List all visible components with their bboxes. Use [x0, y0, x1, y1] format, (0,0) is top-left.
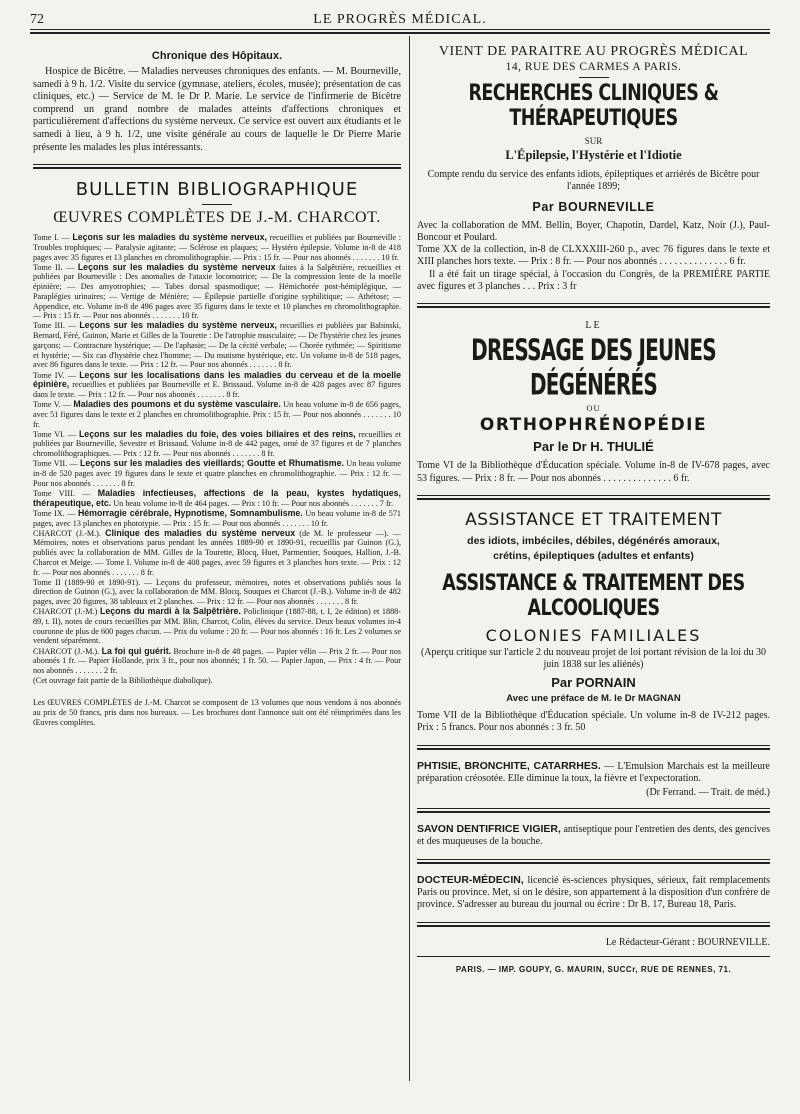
ad2-subtitle: ORTHOPHRÉNOPÉDIE [479, 415, 708, 436]
tome-text: Leçons du professeur, mémoires, notes et observations publiés sous la direction de Guinon (G.), avec la collaboration de MM. Blocq, Souques et Charcot (J.-B.). Volume in-8 de 482 pages, avec 20 figures, 38 tableaux et 2 planches. — Prix : 12 fr. — Pour nos abonnés [33, 577, 401, 607]
page-header [30, 8, 770, 30]
leader-dots: . . . . . . . [361, 409, 393, 419]
tome-title: Leçons du mardi à la Salpêtrière. [100, 606, 241, 617]
column-divider [409, 36, 410, 1081]
ad1-description: Compte rendu du service des enfants idiots, épileptiques et arriérés de Bicêtre pour l'année 1899; [427, 169, 760, 193]
tome-price: 8 fr. [261, 449, 275, 459]
ad2-description: Tome VI de la Bibliothèque d'Éducation spéciale. Volume in-8 de IV-678 pages, avec 53 figures. — Prix : 8 fr. — Pour nos abonnés . . . . . . . . . . . . . . 6 fr. [417, 460, 770, 484]
tome-price: 10 fr. [310, 518, 329, 528]
tome-list [33, 233, 401, 686]
leader-dots: . . . . . . . [247, 360, 279, 370]
leader-dots: . . . . . . . [230, 449, 262, 459]
tome-text: (Cet ouvrage fait partie de la Bibliothèque diabolique). [33, 676, 213, 686]
ad2-le: LE [585, 320, 602, 332]
tome-text: Brochure in-8 de 48 pages. — Papier vélin — Prix 2 fr. — Pour nos abonnés 1 fr. — Papier Hollande, prix 3 fr., pour nos abonnés; 1 fr. 50. — Papier Japon, — Prix : 4 fr. — Pour nos abonnés [33, 646, 401, 676]
tome-price: 10 fr. [33, 409, 401, 429]
tome-title: Leçons sur les maladies des vieillards; Goutte et Rhumatisme. [80, 458, 344, 469]
section-rule [417, 745, 770, 750]
leader-dots: . . . . . . . [150, 311, 182, 321]
section-rule [417, 495, 770, 500]
page-number: 72 [30, 12, 44, 27]
leader-dots: . . . . . . . [349, 498, 380, 508]
short-rule [202, 204, 232, 205]
ad3-author: Par PORNAIN [551, 674, 636, 690]
tome-title: La foi qui guérit. [101, 645, 172, 656]
left-column [33, 44, 401, 727]
ad2-price: 6 fr. [673, 472, 690, 484]
oeuvres-footnote: Les ŒUVRES COMPLÈTES de J.-M. Charcot se composent de 13 volumes que nous vendons à nos abonnés au prix de 50 francs, pris dans nos bureaux. — Les brochures dont l'annonce suit ont été réimprimées dans les Œuvres complètes. [33, 698, 401, 727]
tome-text: recueillies et publiées par Bourneville : Troubles trophiques; — Paralysie agitante; — Sclérose en plaques; — Hystéro épilepsie. Volume in-8 de 418 pages avec 35 figures et 13 planches en chromolithographie. — Prix : 15 fr. — Pour nos abonnés [33, 233, 401, 262]
tome-label: CHARCOT (J.-M.) [33, 607, 101, 617]
tome-price: 10 fr. [181, 311, 199, 321]
tome-text: faites à la Salpêtrière, recueillies et publiées par Bourneville : Des anomalies de l'ataxie locomotrice; — De la compression lente de la moelle épinière; — Des amyotrophies; — Tabes dorsal spasmodique; — Hémichorée post-hémiplégique, — Paraplégies urinaires; — Vertige de Ménière; — Épilepsie partielle d'origine syphilitique; — Athétose; — Appendice, etc. Volume in-8 de 496 pages avec 35 figures dans le texte et 10 planches en chromolithographie. — Prix : 15 fr. — Pour nos abonnés [33, 262, 401, 321]
right-column [417, 44, 770, 974]
ad1-address: 14, RUE DES CARMES A PARIS. [505, 61, 682, 73]
ad2-ou: OU [586, 403, 601, 414]
tome-label: Tome II (1889-90 et 1890-91). — [33, 577, 157, 587]
tome-entry [33, 489, 401, 508]
tome-text: recueillies et publiées par Babinski, Bernard, Féré, Guinon, Marie et Gilles de la Tourette : De l'atrophie musculaire; — De l'hystérie chez les jeunes garçons; — Contracture hystérique; — De l'aphasie; — De la cécité verbale; — Chorée rythmée; — Spiritisme et hystérie; — Six cas d'hystérie chez l'homme; — Du mutisme hystérique, etc. Un volume in-8 de 518 pages, avec 86 figures dans le texte. — Prix : 12 fr. — Pour nos abonnés [33, 321, 401, 370]
tome-title: Leçons sur les localisations dans les maladies du cerveau et de la moelle épinière, [33, 369, 402, 390]
tome-label: CHARCOT (J.-M.). [33, 646, 102, 656]
printer-line: PARIS. — IMP. GOUPY, G. MAURIN, SUCCr, RUE DE RENNES, 71. [455, 964, 732, 974]
tome-entry [33, 233, 401, 262]
tome-price: 7 fr. [379, 498, 393, 508]
tome-entry [33, 400, 401, 429]
tome-entry [33, 509, 401, 528]
ad3-description: Tome VII de la Bibliothèque d'Éducation spéciale. Un volume in-8 de IV-212 pages. Prix : 5 francs. Pour nos abonnés : 3 fr. 50 [417, 709, 770, 734]
ad3-apercu: (Aperçu critique sur l'article 2 du nouveau projet de loi portant révision de la loi du 30 juin 1838 sur les aliénés) [420, 646, 767, 670]
ad4-text: — L'Emulsion Marchais est la meilleure préparation créosotée. Elle diminue la toux, la fièvre et l'expectoration. [417, 760, 770, 784]
ad6 [417, 874, 770, 912]
tome-text: recueillies et publiées par Bourneville et E. Brissaud. Volume in-8 de 428 pages avec 87 figures dans le texte. — Prix : 12 fr. — Pour nos abonnés [33, 380, 401, 399]
ad1-author: Par BOURNEVILLE [532, 199, 655, 214]
tome-text: Un beau volume in-8 de 464 pages. — Prix : 10 fr. — Pour nos abonnés [111, 498, 350, 508]
tome-entry [33, 371, 401, 400]
ad4-signature: (Dr Ferrand. — Trait. de méd.) [646, 787, 770, 799]
tome-label: CHARCOT (J.-M.). [33, 528, 106, 538]
ad1-sur: SUR [584, 136, 603, 146]
chronique-heading: Chronique des Hôpitaux. [151, 50, 283, 62]
ad5-text: antiseptique pour l'entretien des dents, des gencives et des muqueuses de la bouche. [417, 824, 770, 848]
short-rule [579, 77, 609, 78]
tome-text: recueillies et publiées par Bourneville, Sevestre et Brissaud. Volume in-8 de 442 pages, orné de 37 figures et de 7 planches chromolithographiques. — Prix : 12 fr. — Pour nos abonnés [33, 429, 401, 459]
tome-entry [33, 430, 401, 459]
tome-entry [33, 321, 401, 370]
tome-entry [33, 647, 401, 676]
ad6-title: DOCTEUR-MÉDECIN, [417, 873, 524, 886]
tome-entry [33, 263, 401, 321]
ad3-line2: crétins, épileptiques (adultes et enfants) [493, 549, 694, 562]
ad1-collaboration: Avec la collaboration de MM. Bellin, Boyer, Chapotin, Dardel, Katz, Noir (J.), Paul-Boncour et Poulard. [417, 219, 770, 243]
ad4-title: PHTISIE, BRONCHITE, CATARRHES. [417, 759, 601, 772]
ad1-tome: Tome XX de la collection, in-8 de CLXXXIII-260 p., avec 76 figures dans le texte et XIII planches hors texte. — Prix : 8 fr. — Pour nos abonnés . . . . . . . . . . . . . . 6 fr. [417, 244, 770, 268]
leader-dots: . . . . . . . [314, 597, 345, 607]
tome-title: Clinique des maladies du système nerveux [105, 527, 296, 538]
tome-price: 8 fr. [344, 597, 359, 607]
tome-entry [33, 578, 401, 607]
tome-price: 8 fr. [226, 389, 240, 399]
section-rule [417, 859, 770, 864]
tome-label: Tome III. — [33, 321, 80, 331]
ad1-subject: L'Épilepsie, l'Hystérie et l'Idiotie [505, 148, 682, 162]
ad1-heading: VIENT DE PARAITRE AU PROGRÈS MÉDICAL [438, 44, 749, 59]
ad1-title: RECHERCHES CLINIQUES & THÉRAPEUTIQUES [468, 81, 719, 131]
tome-text: Un beau volume in-8 de 571 pages, avec 13 planches en phototypie. — Prix : 15 fr. — Pour nos abonnés [33, 508, 402, 528]
tome-title: Leçons sur les maladies du système nerveux [77, 261, 276, 272]
ad1-tome-price: 6 fr. [729, 256, 746, 268]
tome-text: Un beau volume in-8 de 656 pages, avec 51 figures dans le texte et 2 planches en chromolithographie. Prix : 15 fr. — Pour nos abonnés [33, 400, 401, 419]
tome-price: 2 fr. [103, 666, 118, 676]
ad2-desc-text: Tome VI de la Bibliothèque d'Éducation spéciale. Volume in-8 de IV-678 pages, avec 53 figures. — Prix : 8 fr. — Pour nos abonnés [417, 460, 770, 484]
tome-title: Leçons sur les maladies du foie, des voies biliaires et des reins, [78, 428, 356, 439]
tome-label: Tome V. — [33, 400, 74, 410]
leader-dots: . . . . . . . [280, 518, 311, 528]
tome-price: 8 fr. [140, 567, 154, 577]
leader-dots: . . . . . . . [195, 389, 227, 399]
header-rule [30, 29, 770, 30]
ad5 [417, 823, 770, 849]
ad3-preface: Avec une préface de M. le Dr MAGNAN [506, 692, 681, 704]
tome-title: Leçons sur les maladies du système nerveux, [79, 320, 277, 331]
tome-text: (de M. le professeur —). — Mémoires, notes et observations parus pendant les années 1889-90 et 1890-91, recueillis par Guinon (G.), publiés avec la collaboration de MM. Gilles de la Tourette, Blocq, Huet, Parmentier, Souques, Hallion, J.-B. Charcot et Meige. — Tome I. Volume in-8 de 408 pages, avec 59 figures et 3 planches hors texte. — Prix : 12 fr. — Pour nos abonnés [33, 528, 401, 577]
header-rule-thick [30, 32, 770, 34]
tome-label: Tome IV. — [33, 370, 80, 380]
ad2-author: Par le Dr H. THULIÉ [533, 439, 654, 455]
ad3-title2: ASSISTANCE & TRAITEMENT DES ALCOOLIQUES [442, 570, 745, 621]
journal-title: LE PROGRÈS MÉDICAL. [313, 12, 487, 27]
ad3-colonies: COLONIES FAMILIALES [485, 625, 702, 645]
ad1-tirage: Il a été fait un tirage spécial, à l'occasion du Congrès, de la PREMIÈRE PARTIE avec figures et 3 planches . . . Prix : 3 fr [417, 268, 770, 293]
redacteur-gerant: Le Rédacteur-Gérant : BOURNEVILLE. [605, 936, 770, 948]
ad6-text: licencié ès-sciences physiques, sérieux, fait remplacements Paris ou province. Met, si on le désire, son appartement à la disposition d'un confrère de province. S'adresser au bureau du journal ou écrire : Dr B. 17, Bureau 18, Paris. [417, 874, 770, 911]
tome-label: Tome II. — [33, 262, 78, 272]
leader-dots: . . . . . . . [73, 666, 104, 676]
ad3-line1: des idiots, imbéciles, débiles, dégénérés amoraux, [467, 534, 720, 547]
footer-rule [417, 956, 770, 957]
leader-dots: . . . . . . . [350, 252, 382, 262]
ad2-title: DRESSAGE DES JEUNES DÉGÉNÉRÉS [471, 332, 716, 403]
tome-text: Un beau volume in-8 de 520 pages avec 19 figures dans le texte et quatre planches en chromolithographie. — Prix : 12 fr. — Pour nos abonnés [33, 459, 401, 488]
tome-title: Maladies des poumons et du système vasculaire. [73, 399, 281, 410]
ad3-title: ASSISTANCE ET TRAITEMENT [465, 509, 722, 530]
tome-price: 8 fr. [278, 360, 292, 370]
tome-label: Tome I. — [33, 233, 73, 243]
leader-dots: . . . . . . . [90, 478, 122, 488]
tome-entry [33, 607, 401, 646]
tome-entry [33, 529, 401, 578]
tome-title: Hémorragie cérébrale, Hypnotisme, Somnambulisme. [77, 507, 303, 518]
tome-title: Leçons sur les maladies du système nerveux, [72, 232, 267, 243]
oeuvres-title: ŒUVRES COMPLÈTES DE J.-M. CHARCOT. [53, 209, 381, 227]
section-rule [417, 808, 770, 813]
tome-price: 8 fr. [121, 478, 135, 488]
section-rule [417, 303, 770, 308]
tome-text: Policlinique (1887-88, t. I, 2e édition) et 1888-89, t. II), notes de cours recueillies par MM. Blin, Charcot, Colin, élèves du service. Deux beaux volumes in-4 couronne de plus de 600 pages chacun. — Prix du volume : 20 fr. — Pour nos abonnés : 16 fr. Les 2 volumes se vendent séparément. [33, 607, 401, 646]
tome-title: Maladies infectieuses, affections de la peau, kystes hydatiques, thérapeutique, etc. [33, 487, 401, 508]
ad4 [417, 760, 770, 786]
tome-label: Tome IX. — [33, 508, 78, 518]
tome-entry [33, 676, 401, 686]
ad1-tome-text: Tome XX de la collection, in-8 de CLXXXIII-260 p., avec 76 figures dans le texte et XIII planches hors texte. — Prix : 8 fr. — Pour nos abonnés [417, 244, 770, 268]
bulletin-title: BULLETIN BIBLIOGRAPHIQUE [75, 179, 359, 201]
tome-label: Tome VII. — [33, 459, 81, 469]
tome-label: Tome VI. — [33, 429, 79, 439]
leader-dots: . . . . . . . [110, 567, 141, 577]
tome-price: 10 fr. [381, 252, 399, 262]
tome-label: Tome VIII. — [33, 488, 98, 498]
section-rule [417, 922, 770, 927]
section-rule [33, 164, 401, 169]
tome-entry [33, 459, 401, 488]
chronique-text: Hospice de Bicêtre. — Maladies nerveuses chroniques des enfants. — M. Bourneville, samedi à 9 h. 1/2. Visite du service (gymnase, ateliers, écoles, musée); présentation de cas cliniques, etc.) — Service de M. le Dr P. Marie. Le service de l'infirmerie de Bicêtre comprend un grand nombre de malades atteints d'affections chroniques et particulièrement d'affections du système nerveux. Ce service est ouvert aux étudiants et le samedi à lieu, à 9 h. 1/2, une visite générale au cours de laquelle le Dr Pierre Marie présente les malades les plus intéressants. [33, 66, 401, 153]
ad5-title: SAVON DENTIFRICE VIGIER, [417, 823, 561, 836]
